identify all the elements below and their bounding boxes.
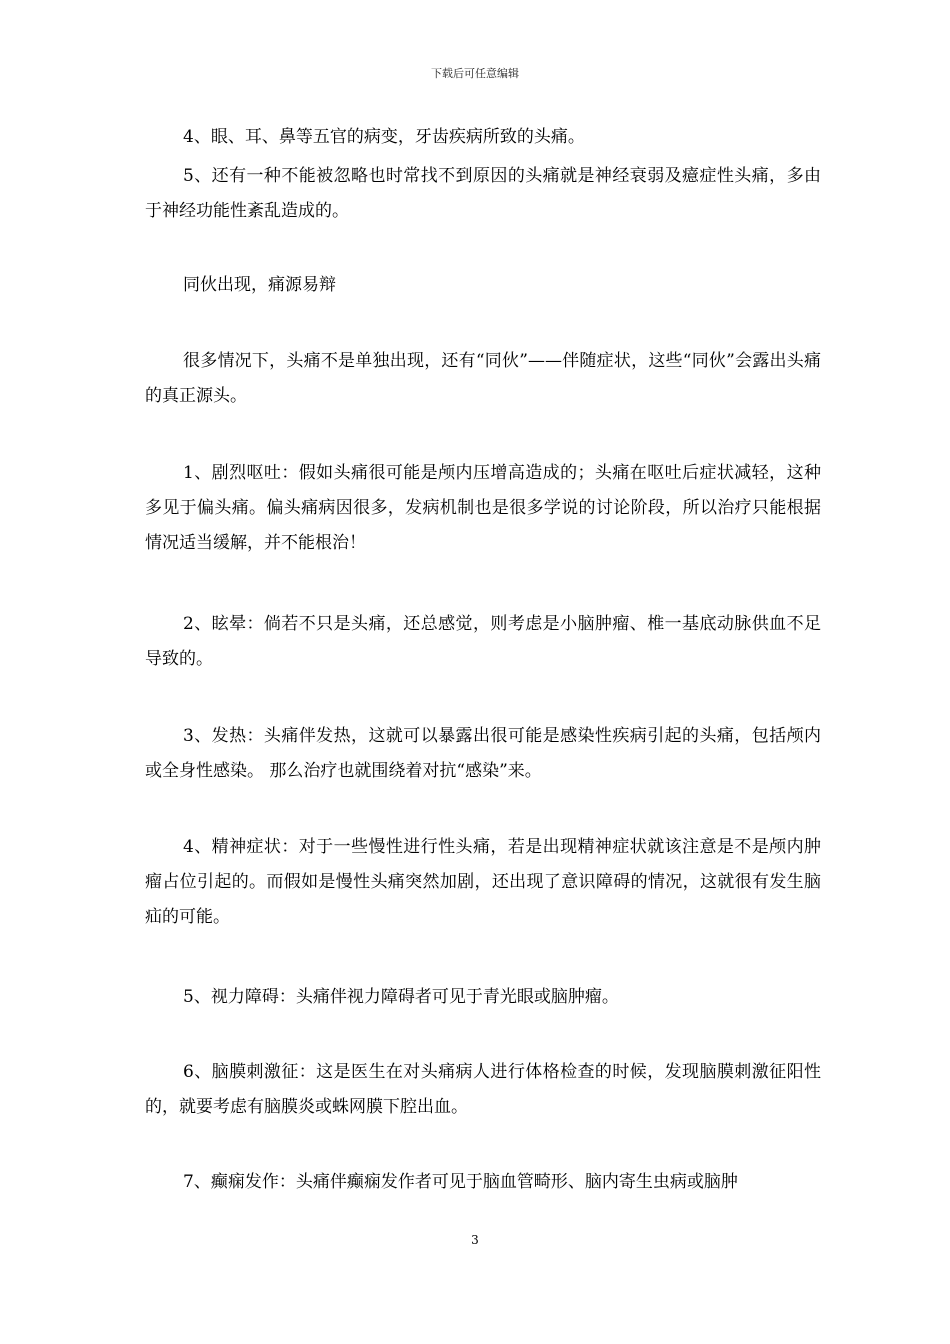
paragraph-vision: 5、视力障碍：头痛伴视力障碍者可见于青光眼或脑肿瘤。: [183, 987, 619, 1007]
paragraph-item-5-neurasthenia: 5、还有一种不能被忽略也时常找不到原因的头痛就是神经衰弱及癔症性头痛，多由于神经功能性紊乱造成的。: [145, 166, 821, 221]
section-heading: 同伙出现，痛源易辩: [183, 275, 336, 295]
paragraph-mental-symptoms: 4、精神症状：对于一些慢性进行性头痛，若是出现精神症状就该注意是不是颅内肿瘤占位引起的。而假如是慢性头痛突然加剧，还出现了意识障碍的情况，这就很有发生脑疝的可能。: [145, 837, 821, 927]
paragraph-epilepsy: 7、癫痫发作：头痛伴癫痫发作者可见于脑血管畸形、脑内寄生虫病或脑肿: [183, 1172, 738, 1192]
page-number: 3: [471, 1233, 479, 1247]
paragraph-meningeal: 6、脑膜刺激征：这是医生在对头痛病人进行体格检查的时候，发现脑膜刺激征阳性的，就要考虑有脑膜炎或蛛网膜下腔出血。: [145, 1062, 821, 1117]
page-header: 下载后可任意编辑: [431, 67, 519, 80]
paragraph-dizziness: 2、眩晕：倘若不只是头痛，还总感觉，则考虑是小脑肿瘤、椎一基底动脉供血不足导致的。: [145, 614, 821, 669]
paragraph-vomiting: 1、剧烈呕吐：假如头痛很可能是颅内压增高造成的；头痛在呕吐后症状减轻，这种多见于偏头痛。偏头痛病因很多，发病机制也是很多学说的讨论阶段，所以治疗只能根据情况适当缓解，并不能根治！: [145, 463, 821, 553]
paragraph-fever: 3、发热：头痛伴发热，这就可以暴露出很可能是感染性疾病引起的头痛，包括颅内或全身性感染。 那么治疗也就围绕着对抗“感染”来。: [145, 726, 821, 781]
paragraph-item-4-senses: 4、眼、耳、鼻等五官的病变，牙齿疾病所致的头痛。: [183, 127, 585, 147]
paragraph-intro-companions: 很多情况下，头痛不是单独出现，还有“同伙”——伴随症状，这些“同伙”会露出头痛的真正源头。: [145, 351, 821, 406]
